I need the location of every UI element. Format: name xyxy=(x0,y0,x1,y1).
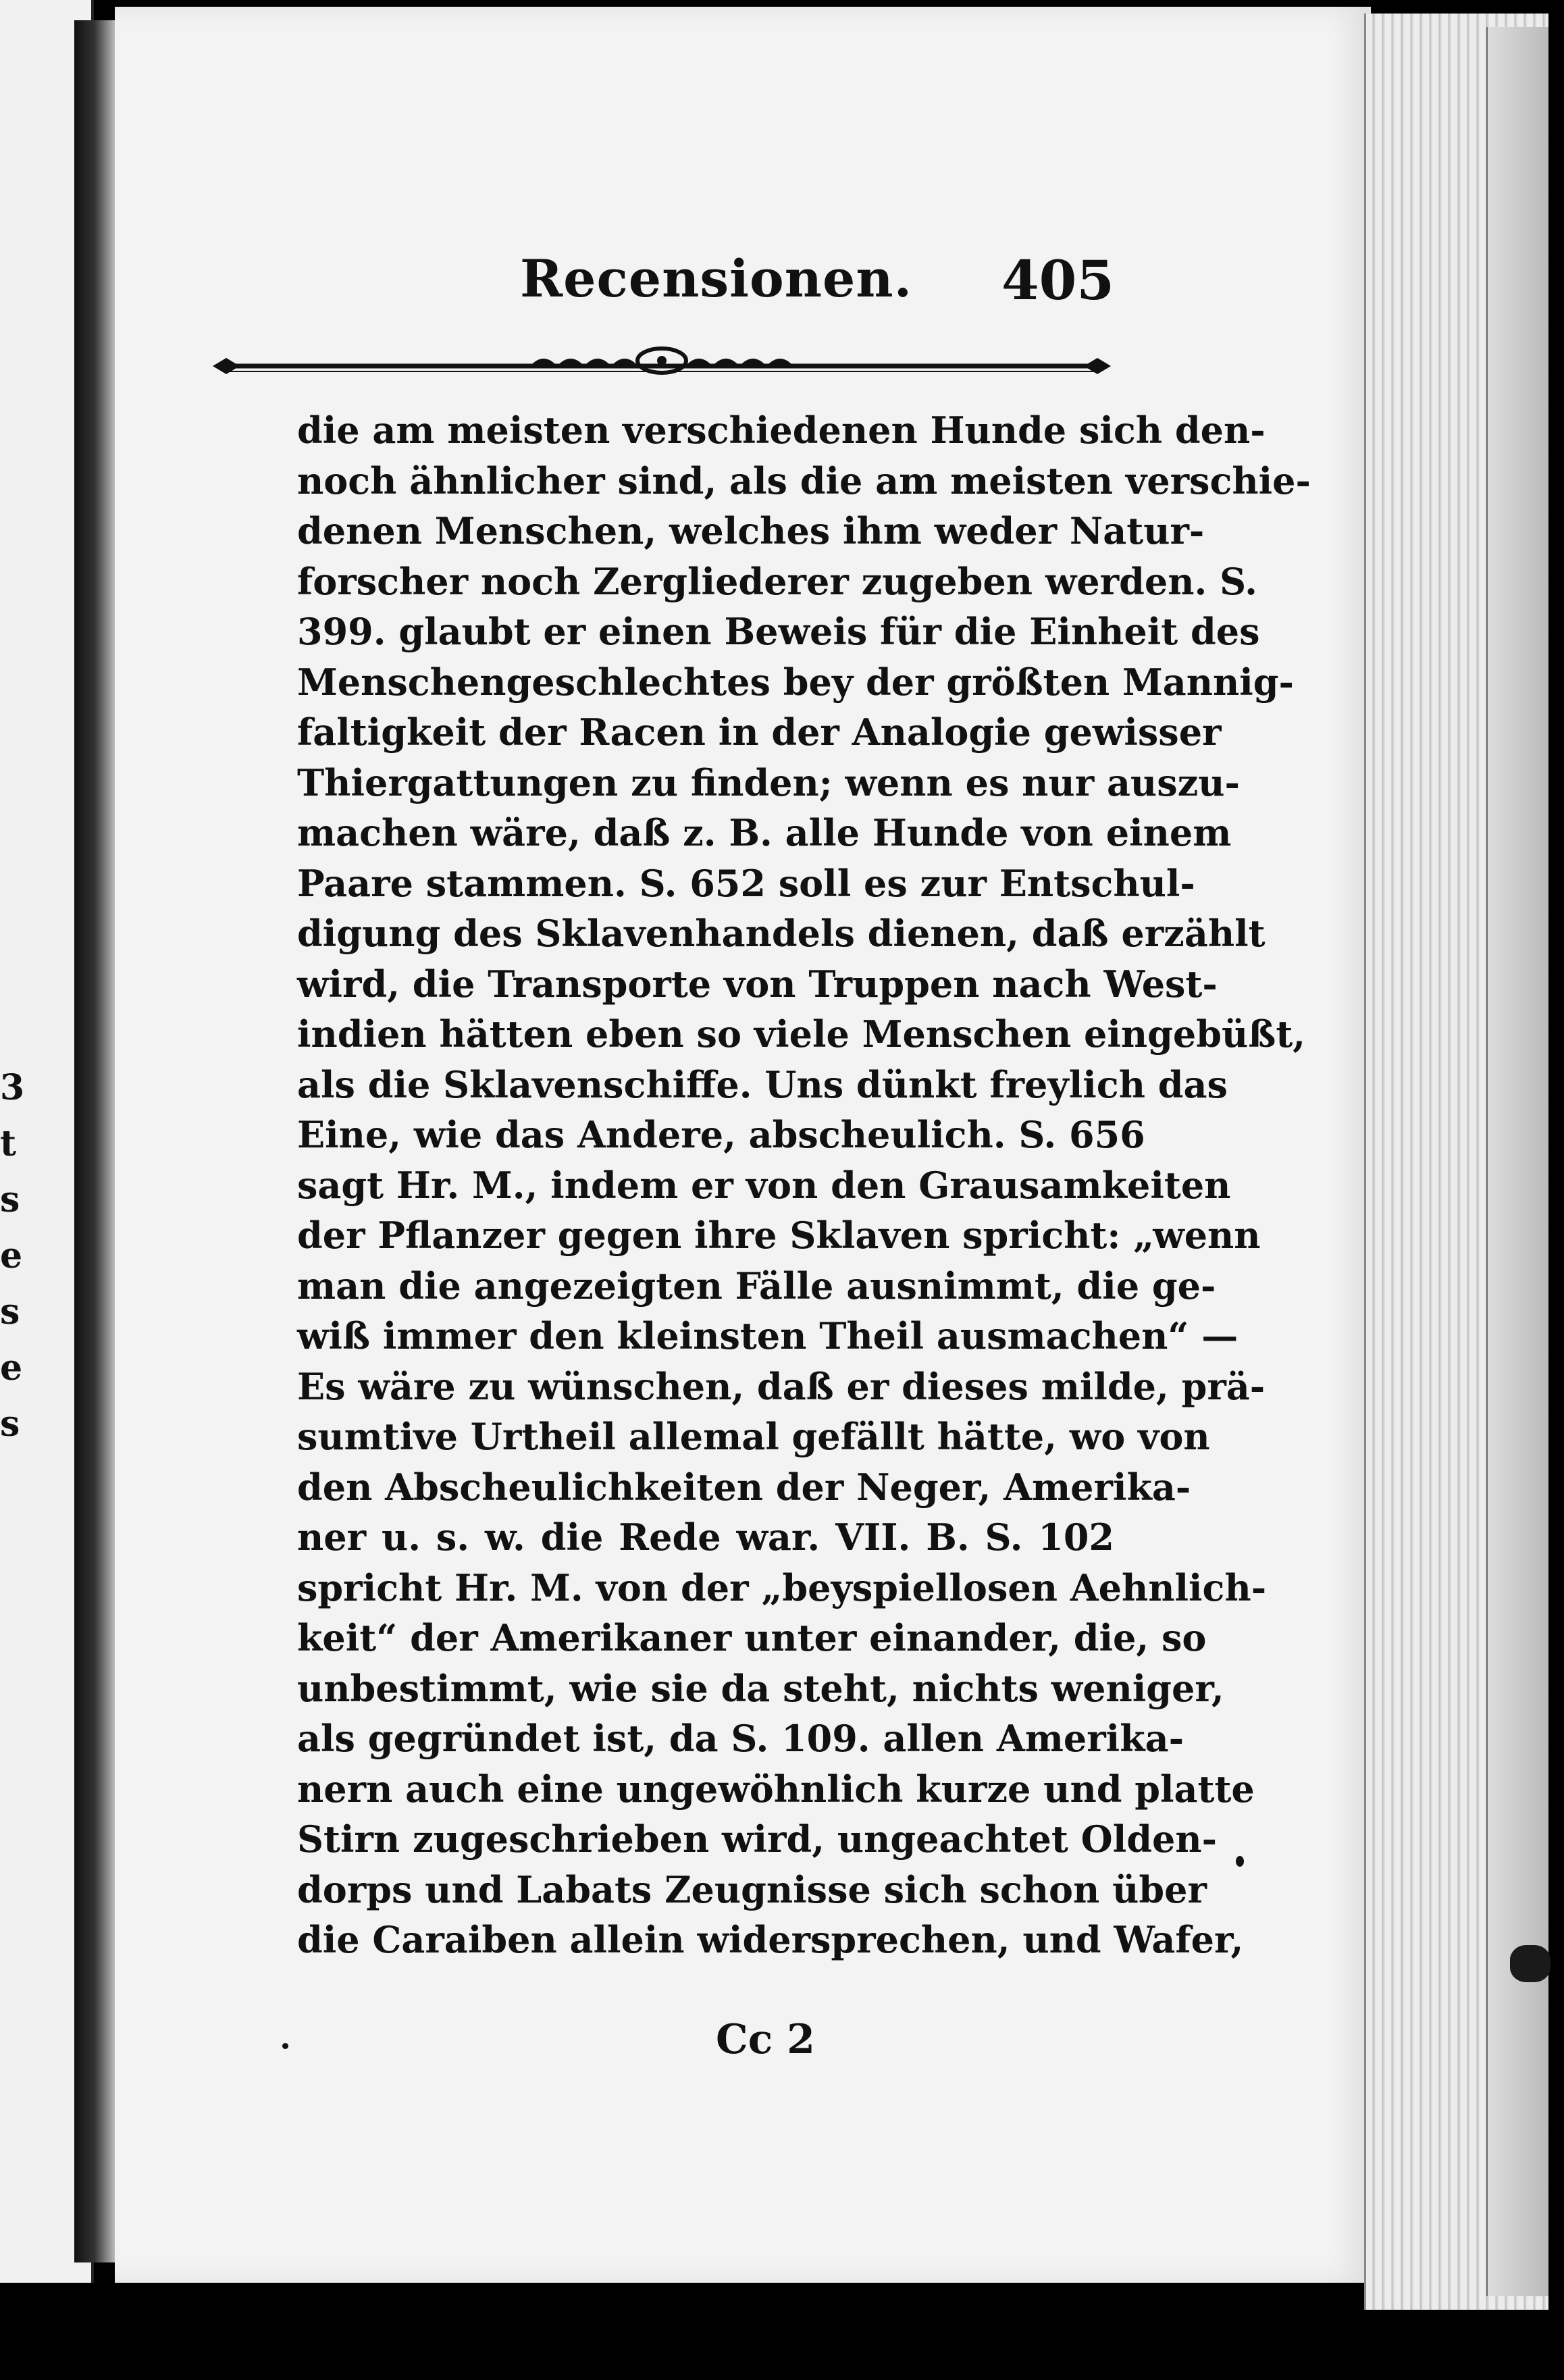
text-line: Stirn zugeschrieben wird, ungeachtet Olden- xyxy=(297,1817,1217,1861)
margin-glyph: e xyxy=(0,1235,23,1276)
ink-speck xyxy=(1510,1945,1550,1982)
text-line: als gegründet ist, da S. 109. allen Amerika- xyxy=(297,1717,1184,1760)
margin-glyph: s xyxy=(0,1291,20,1333)
text-line: Eine, wie das Andere, abscheulich. S. 656 xyxy=(297,1113,1145,1156)
running-head: Recensionen. xyxy=(520,249,913,309)
text-line: machen wäre, daß z. B. alle Hunde von einem xyxy=(297,811,1232,854)
left-page-margin-fragments xyxy=(0,1067,25,1459)
body-text xyxy=(297,405,1311,1965)
margin-glyph: t xyxy=(0,1123,17,1164)
margin-glyph: 3 xyxy=(0,1067,25,1108)
page-number: 405 xyxy=(1001,249,1114,312)
text-line: Menschengeschlechtes bey der größten Mannig- xyxy=(297,660,1294,704)
text-line: unbestimmt, wie sie da steht, nichts weniger, xyxy=(297,1666,1224,1710)
text-line: der Pflanzer gegen ihre Sklaven spricht: „wenn xyxy=(297,1214,1261,1257)
text-line: den Abscheulichkeiten der Neger, Amerika- xyxy=(297,1465,1191,1509)
text-line: indien hätten eben so viele Menschen eingebüßt, xyxy=(297,1012,1306,1056)
text-line: sumtive Urtheil allemal gefällt hätte, wo von xyxy=(297,1415,1210,1458)
text-line: Thiergattungen zu finden; wenn es nur auszu- xyxy=(297,760,1240,804)
ink-speck xyxy=(282,2043,288,2049)
signature-mark: Cc 2 xyxy=(716,2016,815,2063)
margin-glyph: e xyxy=(0,1347,23,1389)
text-line: dorps und Labats Zeugnisse sich schon über xyxy=(297,1867,1207,1911)
text-line: denen Menschen, welches ihm weder Natur- xyxy=(297,509,1205,552)
text-line: noch ähnlicher sind, als die am meisten verschie- xyxy=(297,459,1311,502)
text-line: ner u. s. w. die Rede war. VII. B. S. 102 xyxy=(297,1516,1114,1559)
text-line: als die Sklavenschiffe. Uns dünkt freylich das xyxy=(297,1062,1228,1106)
text-line: wird, die Transporte von Truppen nach West- xyxy=(297,962,1218,1006)
margin-glyph: s xyxy=(0,1179,20,1220)
margin-glyph: s xyxy=(0,1403,20,1445)
text-line: sagt Hr. M., indem er von den Grausamkeiten xyxy=(297,1163,1231,1207)
text-line: nern auch eine ungewöhnlich kurze und platte xyxy=(297,1767,1255,1811)
text-line: wiß immer den kleinsten Theil ausmachen“ — xyxy=(297,1314,1239,1357)
text-line: faltigkeit der Racen in der Analogie gewisser xyxy=(297,710,1222,754)
text-line: digung des Sklavenhandels dienen, daß erzählt xyxy=(297,912,1266,955)
book-gutter xyxy=(74,20,115,2262)
ornamental-rule xyxy=(213,346,1111,386)
text-line: forscher noch Zergliederer zugeben werden. S. xyxy=(297,559,1257,603)
ink-speck xyxy=(1236,1856,1244,1867)
text-line: die Caraiben allein widersprechen, und Wafer, xyxy=(297,1918,1244,1961)
text-line: man die angezeigten Fälle ausnimmt, die ge- xyxy=(297,1264,1216,1308)
page-header xyxy=(412,249,1114,323)
text-line: Paare stammen. S. 652 soll es zur Entschul- xyxy=(297,861,1195,905)
text-line: keit“ der Amerikaner unter einander, die, so xyxy=(297,1616,1207,1659)
text-line: Es wäre zu wünschen, daß er dieses milde, prä- xyxy=(297,1364,1266,1408)
text-line: spricht Hr. M. von der „beyspiellosen Aehnlich- xyxy=(297,1566,1267,1609)
text-line: 399. glaubt er einen Beweis für die Einheit des xyxy=(297,610,1260,653)
text-line: die am meisten verschiedenen Hunde sich den- xyxy=(297,409,1266,452)
